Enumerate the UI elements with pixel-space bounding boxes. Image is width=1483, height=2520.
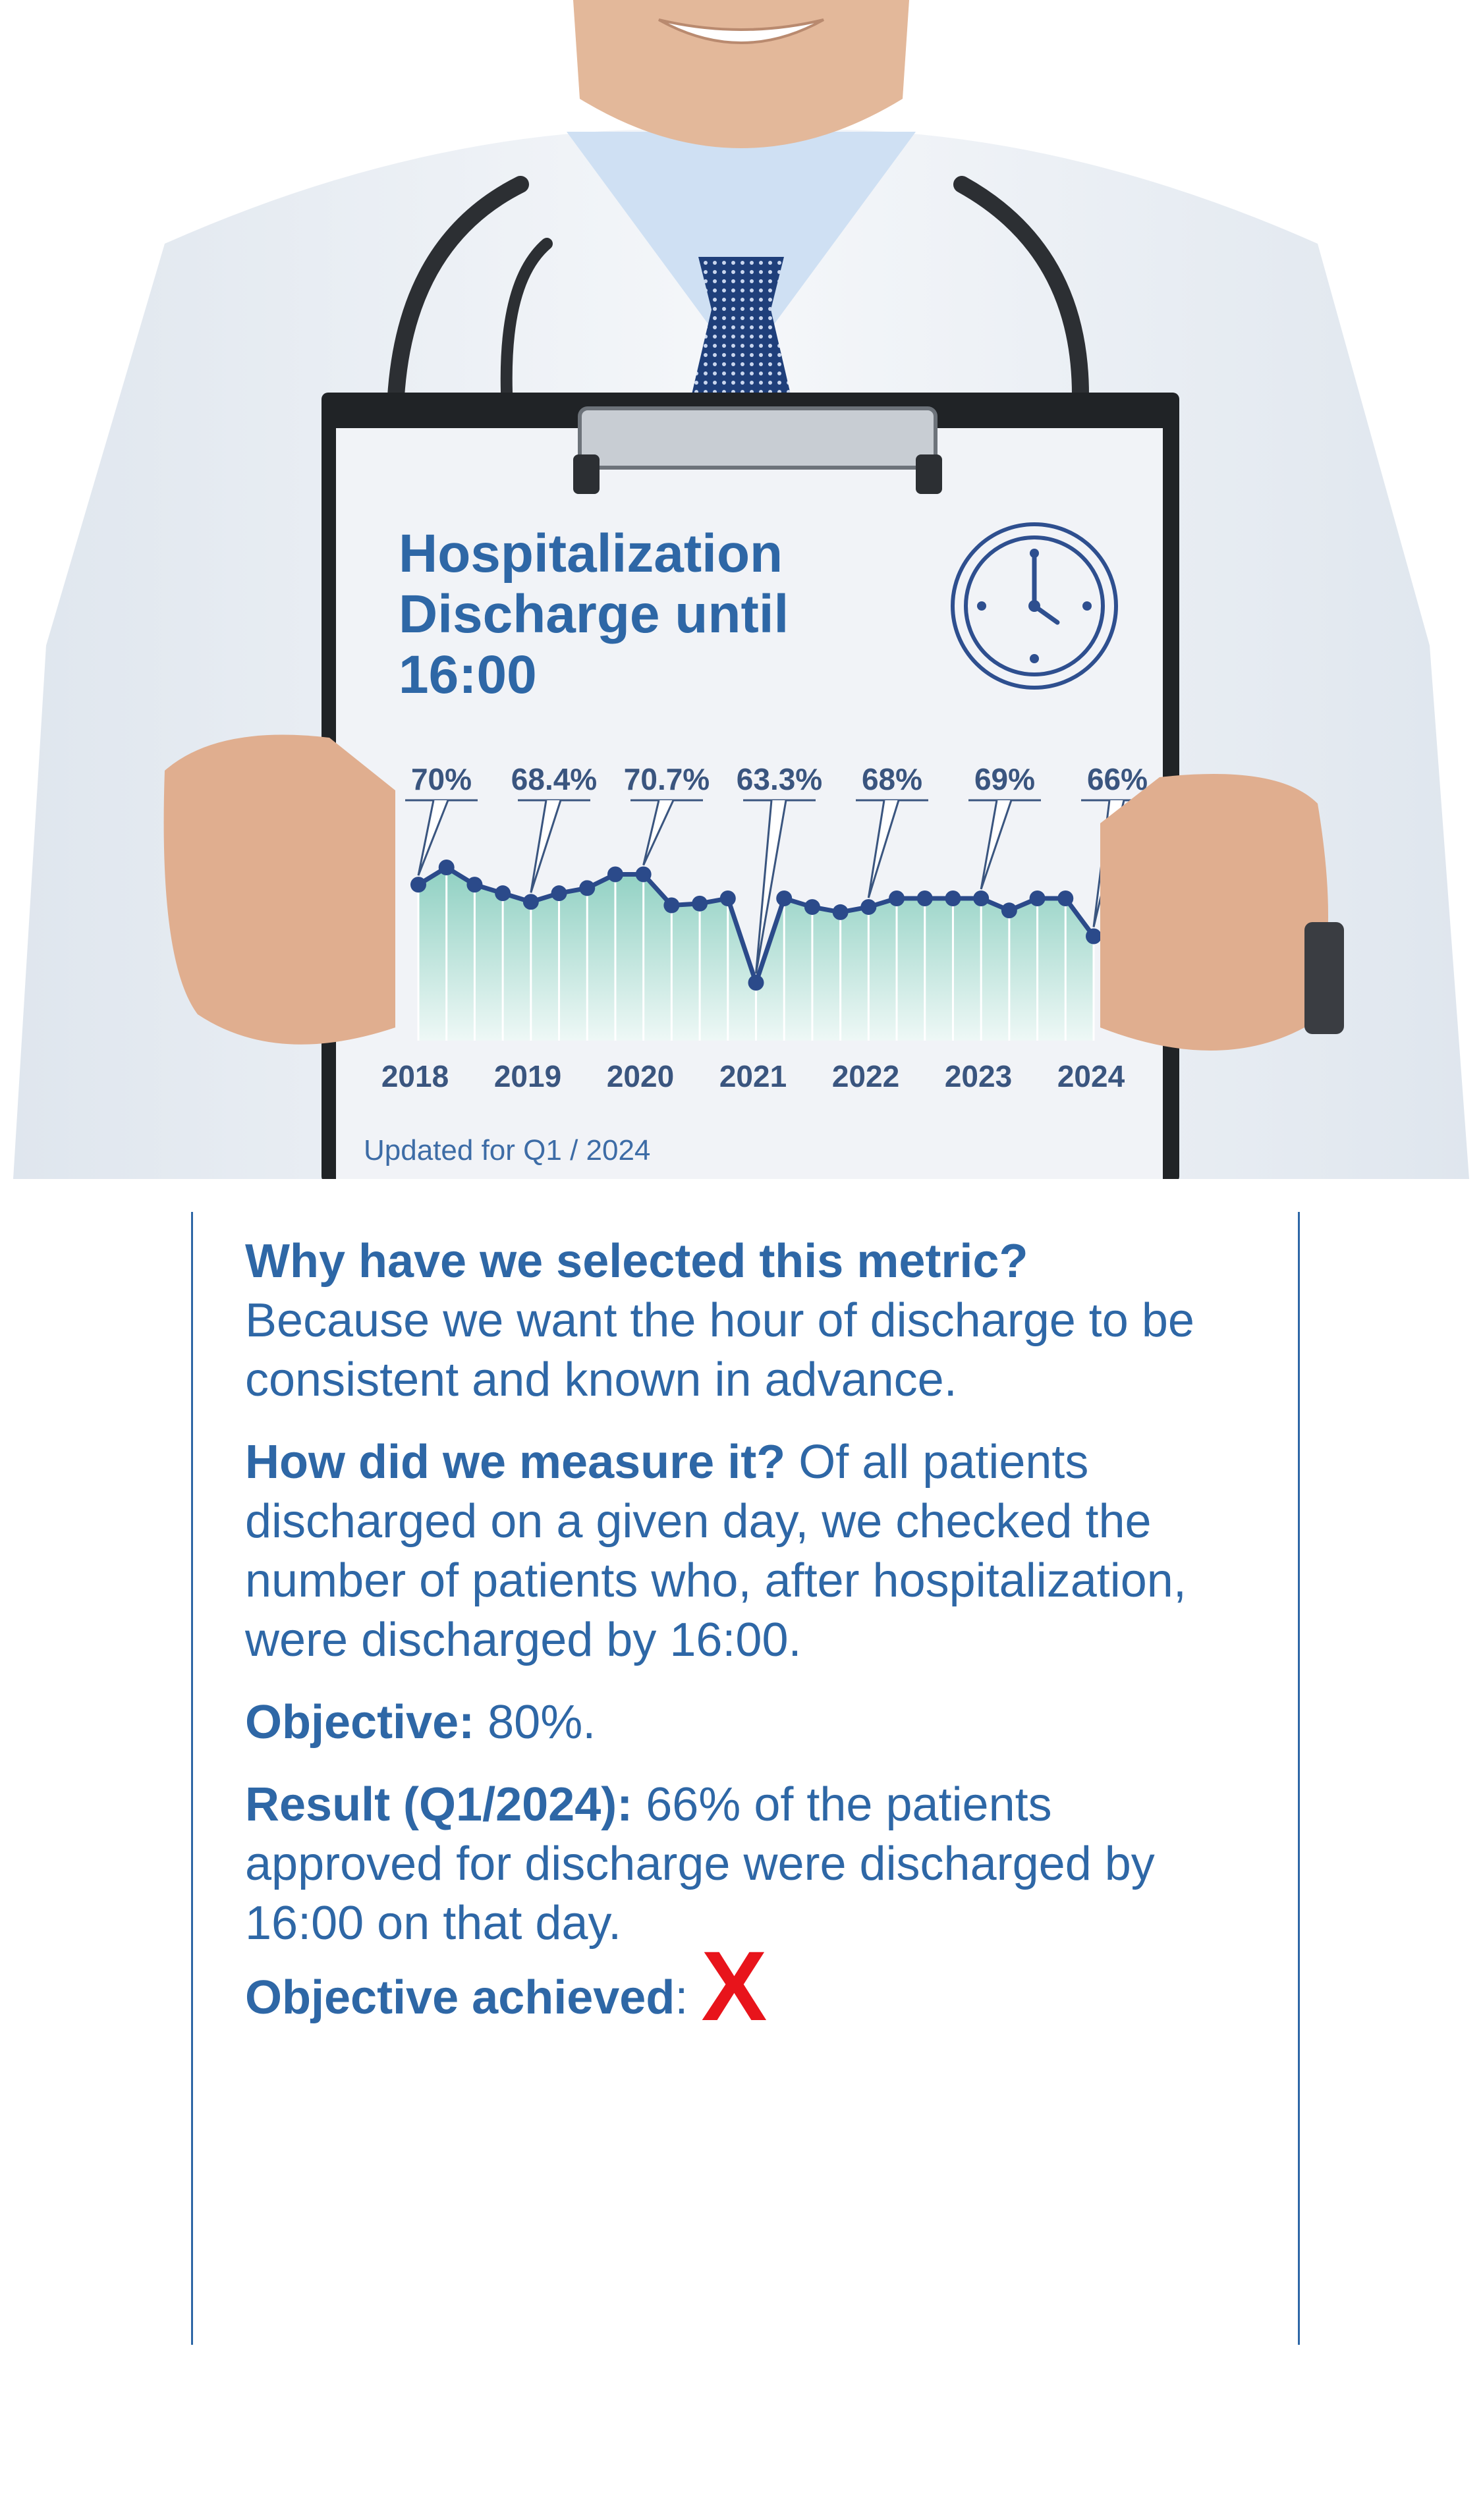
chart-point <box>410 877 426 892</box>
x-tick-label: 2018 <box>381 1059 449 1093</box>
chart-point <box>1086 928 1102 944</box>
callout-label: 69% <box>974 762 1036 796</box>
chart-point <box>1001 902 1017 918</box>
result-label: Result (Q1/2024): <box>245 1778 633 1831</box>
chart-point <box>439 860 455 875</box>
chart-point <box>917 890 933 906</box>
chart-point <box>692 896 708 912</box>
why-text: Because we want the hour of discharge to be consistent and known in advance. <box>245 1294 1194 1406</box>
x-tick-label: 2022 <box>831 1059 900 1093</box>
left-hand <box>164 735 395 1045</box>
chart-title-line-1: Hospitalization <box>399 524 783 584</box>
measure-text: Of all patients discharged on a given day, we checked the number of patients who, after hospitalization, were discharged by 16:00. <box>245 1436 1187 1666</box>
measure-paragraph <box>245 1433 1246 1670</box>
watch <box>1304 922 1344 1034</box>
achieved-paragraph <box>245 1931 1246 2041</box>
result-text: 66% of the patients approved for discharge were discharged by 16:00 on that day. <box>245 1778 1155 1950</box>
chart-point <box>466 877 482 892</box>
hero-photo <box>0 0 1483 1179</box>
left-divider <box>191 1212 193 2345</box>
chart-point <box>945 890 961 906</box>
callout-label: 66% <box>1086 762 1148 796</box>
clip-icon <box>580 408 936 468</box>
chart-point <box>636 866 652 882</box>
objective-paragraph <box>245 1693 1246 1752</box>
chart-point <box>889 890 905 906</box>
chart-point <box>607 866 623 882</box>
chart-point <box>973 890 989 906</box>
chart-title <box>399 524 860 705</box>
chart-point <box>833 904 849 920</box>
chart-point <box>495 885 511 901</box>
chart-title-line-3: 16:00 <box>399 645 537 705</box>
chart-point <box>551 885 567 901</box>
x-tick-label: 2021 <box>719 1059 787 1093</box>
chart-point <box>804 899 820 915</box>
right-hand <box>1100 774 1328 1051</box>
updated-note: Updated for Q1 / 2024 <box>364 1134 651 1166</box>
x-tick-label: 2023 <box>944 1059 1013 1093</box>
callout-label: 68% <box>861 762 923 796</box>
objective-label: Objective: <box>245 1696 475 1749</box>
achieved-label: Objective achieved <box>245 1971 675 2024</box>
chart-point <box>663 897 679 913</box>
callout-label: 63.3% <box>736 762 823 796</box>
clock-icon <box>953 524 1116 688</box>
chart-point <box>579 880 595 896</box>
chart-point <box>860 899 876 915</box>
x-tick-label: 2019 <box>493 1059 562 1093</box>
x-tick-label: 2024 <box>1057 1059 1125 1093</box>
chart-point <box>1030 890 1046 906</box>
measure-label: How did we measure it? <box>245 1436 786 1489</box>
x-tick-label: 2020 <box>606 1059 675 1093</box>
chart-point <box>523 894 539 910</box>
callout-label: 70% <box>410 762 472 796</box>
chart-point <box>748 975 764 991</box>
chart-point <box>1057 890 1073 906</box>
chart-point <box>720 890 736 906</box>
callout-label: 68.4% <box>511 762 598 796</box>
face <box>573 0 909 148</box>
right-divider <box>1298 1212 1300 2345</box>
result-paragraph <box>245 1775 1246 1953</box>
chart-title-line-2: Discharge until <box>399 584 789 644</box>
why-label: Why have we selected this metric? <box>245 1235 1028 1288</box>
achieved-separator: : <box>675 1971 688 2024</box>
why-paragraph <box>245 1232 1246 1410</box>
metric-description <box>245 1232 1246 2050</box>
chart-point <box>776 890 792 906</box>
not-achieved-icon: X <box>701 1931 768 2041</box>
objective-value: 80%. <box>488 1696 596 1749</box>
callout-label: 70.7% <box>623 762 710 796</box>
